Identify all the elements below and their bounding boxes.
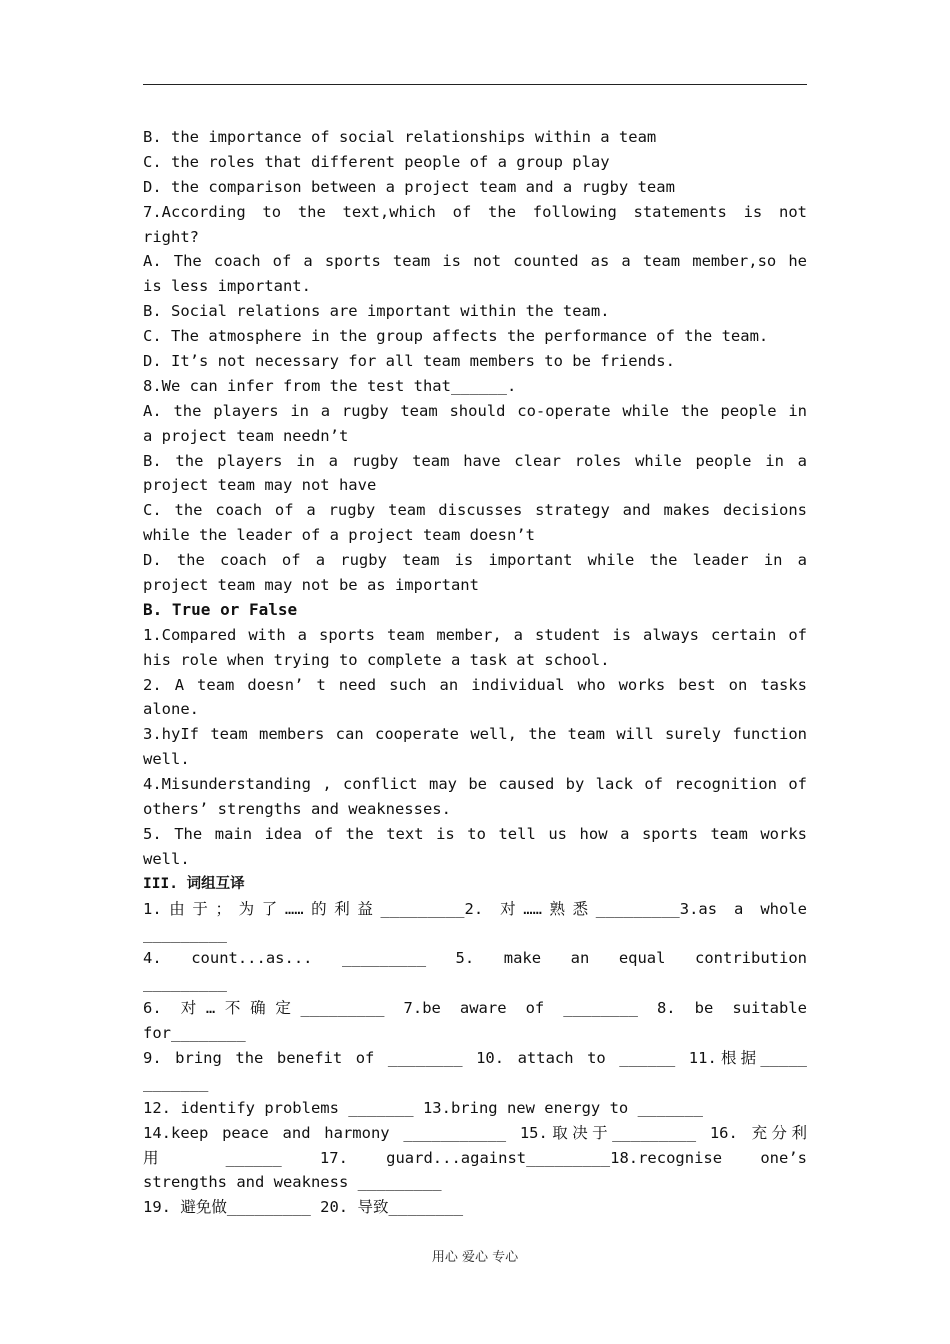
phrase-line: _________ <box>143 924 227 943</box>
phrase-line: for________ <box>143 1024 246 1043</box>
tf-item: others’ strengths and weaknesses. <box>143 800 451 819</box>
option-line: B. Social relations are important within the team. <box>143 302 610 321</box>
phrase-line: 12. identify problems _______ 13.bring new energy to _______ <box>143 1098 703 1117</box>
option-line: C. The atmosphere in the group affects the performance of the team. <box>143 327 769 346</box>
tf-item: his role when trying to complete a task at school. <box>143 650 610 669</box>
question-7: 7.According to the text,which of the following statements is not <box>143 202 807 221</box>
option-line: C. the roles that different people of a group play <box>143 152 610 171</box>
option-line: A. the players in a rugby team should co-operate while the people in <box>143 401 807 420</box>
option-line: C. the coach of a rugby team discusses strategy and makes decisions <box>143 501 807 520</box>
option-line: D. the coach of a rugby team is important while the leader in a <box>143 551 807 570</box>
tf-item: alone. <box>143 700 199 719</box>
option-line: project team may not be as important <box>143 576 479 595</box>
tf-item: 2. A team doesn’ t need such an individual who works best on tasks <box>143 675 807 694</box>
option-line: B. the importance of social relationships within a team <box>143 128 657 146</box>
tf-item: 1.Compared with a sports team member, a student is always certain of <box>143 625 807 644</box>
option-line: D. the comparison between a project team and a rugby team <box>143 177 675 196</box>
tf-item: 5. The main idea of the text is to tell us how a sports team works <box>143 824 807 843</box>
phrase-line: 1.由于；为了……的利益_________2. 对……熟悉_________3.as a whole <box>143 899 807 918</box>
tf-item: 3.hyIf team members can cooperate well, the team will surely function <box>143 725 807 744</box>
phrase-line: 用 ______ 17. guard...against_________18.recognise one’s <box>143 1148 807 1167</box>
document-body <box>143 125 807 1220</box>
option-line: is less important. <box>143 277 311 296</box>
question-8: 8.We can infer from the test that______. <box>143 376 517 395</box>
phrase-line: _________ <box>143 974 227 993</box>
section-heading-true-false: B. True or False <box>143 599 298 619</box>
tf-item: well. <box>143 750 190 769</box>
phrase-line: strengths and weakness _________ <box>143 1173 442 1192</box>
option-line: D. It’s not necessary for all team members to be friends. <box>143 352 675 371</box>
question-7-cont: right? <box>143 227 199 246</box>
option-line: a project team needn’t <box>143 426 349 445</box>
option-line: A. The coach of a sports team is not counted as a team member,so he <box>143 252 807 271</box>
phrase-line: _______ <box>143 1073 209 1092</box>
phrase-line: 9. bring the benefit of ________ 10. attach to ______ 11.根据_____ <box>143 1048 807 1067</box>
phrase-line: 14.keep peace and harmony ___________ 15.取决于_________ 16. 充分利 <box>143 1123 807 1142</box>
section-heading-phrases: III. 词组互译 <box>143 875 245 892</box>
option-line: while the leader of a project team doesn’t <box>143 526 535 545</box>
phrase-line: 19. 避免做_________ 20. 导致________ <box>143 1198 464 1217</box>
tf-item: 4.Misunderstanding , conflict may be caused by lack of recognition of <box>143 775 807 794</box>
option-line: project team may not have <box>143 476 377 495</box>
header-rule <box>143 84 807 85</box>
page-footer: 用心 爱心 专心 <box>431 1250 519 1265</box>
tf-item: well. <box>143 849 190 868</box>
phrase-line: 6. 对…不确定_________ 7.be aware of ________ 8. be suitable <box>143 999 807 1018</box>
phrase-line: 4. count...as... _________ 5. make an equal contribution <box>143 949 807 968</box>
option-line: B. the players in a rugby team have clear roles while people in a <box>143 451 807 470</box>
